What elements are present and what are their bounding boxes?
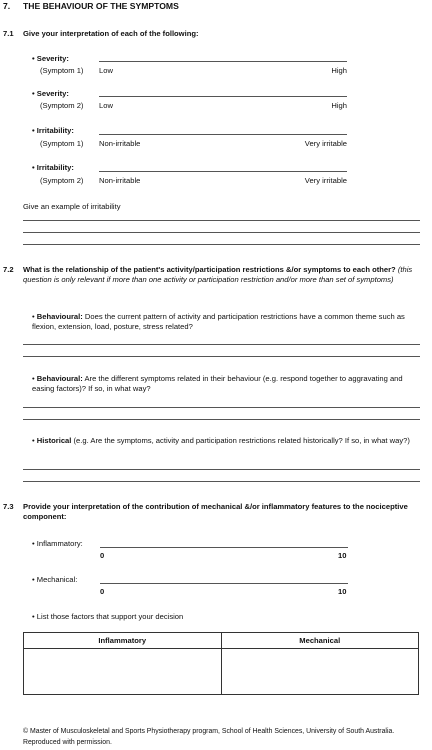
q73-scale-2-min: 0 [100, 587, 105, 596]
q73-scale-1-label: • Inflammatory: [32, 539, 83, 548]
q73-scale-1-line[interactable] [100, 547, 348, 548]
q72-item-2: • Behavioural: Are the different symptoms related in their behaviour (e.g. respond together to aggravating and easing factors)? If so, in what way? [32, 374, 403, 393]
q71-item-1-low: Low [99, 66, 113, 75]
q73-scale-2-max: 10 [338, 587, 347, 596]
q71-number: 7.1 [3, 29, 14, 38]
section-number: 7. [3, 1, 11, 11]
q72-note: (this question is only relevant if more than one activity or participation restriction and/or more than set of symptoms) [23, 265, 413, 284]
q71-item-2-label: • Severity: [32, 89, 69, 98]
q71-item-1-sub: (Symptom 1) [40, 66, 84, 75]
q71-example-line-3[interactable] [23, 244, 420, 245]
q72-question [23, 265, 423, 285]
q71-item-1-scale-line[interactable] [99, 61, 347, 62]
q71-item-1-label: • Severity: [32, 54, 69, 63]
q73-title: Provide your interpretation of the contribution of mechanical &/or inflammatory features to the nociceptive component: [23, 502, 408, 521]
footer-permission: Reproduced with permission. [23, 739, 112, 746]
q71-item-4-label: • Irritability: [32, 163, 74, 172]
factors-table [23, 632, 419, 695]
q72-item-2-line-1[interactable] [23, 407, 420, 408]
q72-item-3: • Historical (e.g. Are the symptoms, activity and participation restrictions related historically? If so, in what way?) [32, 436, 410, 445]
q71-item-3-low: Non-irritable [99, 139, 141, 148]
q71-item-3-high: Very irritable [304, 139, 347, 148]
q71-item-2-high: High [331, 101, 347, 110]
q72-item-1: • Behavioural: Does the current pattern of activity and participation restrictions have a common theme such as flexion, extension, load, posture, stress related? [32, 312, 405, 331]
q71-item-3-label: • Irritability: [32, 126, 74, 135]
q72-item-1-line-1[interactable] [23, 344, 420, 345]
q73-scale-2-label: • Mechanical: [32, 575, 78, 584]
q71-item-1-high: High [331, 66, 347, 75]
q71-item-2-sub: (Symptom 2) [40, 101, 84, 110]
factors-cell-inflammatory[interactable] [24, 649, 222, 695]
q71-example-label: Give an example of irritability [23, 202, 121, 211]
q71-item-4-low: Non-irritable [99, 176, 141, 185]
footer-copyright: © Master of Musculoskeletal and Sports Physiotherapy program, School of Health Sciences, University of South Australia. [23, 728, 395, 735]
section-title: THE BEHAVIOUR OF THE SYMPTOMS [23, 1, 179, 11]
q73-number: 7.3 [3, 502, 14, 511]
q71-example-line-2[interactable] [23, 232, 420, 233]
q71-title: Give your interpretation of each of the following: [23, 29, 199, 38]
q72-item-3-line-1[interactable] [23, 469, 420, 470]
q72-number: 7.2 [3, 265, 14, 274]
q71-example-line-1[interactable] [23, 220, 420, 221]
q73-scale-1-min: 0 [100, 551, 105, 560]
factors-header-inflammatory: Inflammatory [24, 633, 222, 649]
q71-item-4-sub: (Symptom 2) [40, 176, 84, 185]
factors-header-mechanical: Mechanical [221, 633, 419, 649]
q71-item-2-scale-line[interactable] [99, 96, 347, 97]
factors-cell-mechanical[interactable] [221, 649, 419, 695]
q72-item-2-line-2[interactable] [23, 419, 420, 420]
q72-item-3-line-2[interactable] [23, 481, 420, 482]
q71-item-4-scale-line[interactable] [99, 171, 347, 172]
q71-item-3-sub: (Symptom 1) [40, 139, 84, 148]
q73-scale-1-max: 10 [338, 551, 347, 560]
q72-item-1-line-2[interactable] [23, 356, 420, 357]
q71-item-2-low: Low [99, 101, 113, 110]
q72-title: What is the relationship of the patient's activity/participation restrictions &/or symptoms to each other? [23, 265, 396, 274]
q71-item-4-high: Very irritable [304, 176, 347, 185]
q73-scale-2-line[interactable] [100, 583, 348, 584]
q73-list-label: • List those factors that support your decision [32, 612, 184, 621]
q71-item-3-scale-line[interactable] [99, 134, 347, 135]
